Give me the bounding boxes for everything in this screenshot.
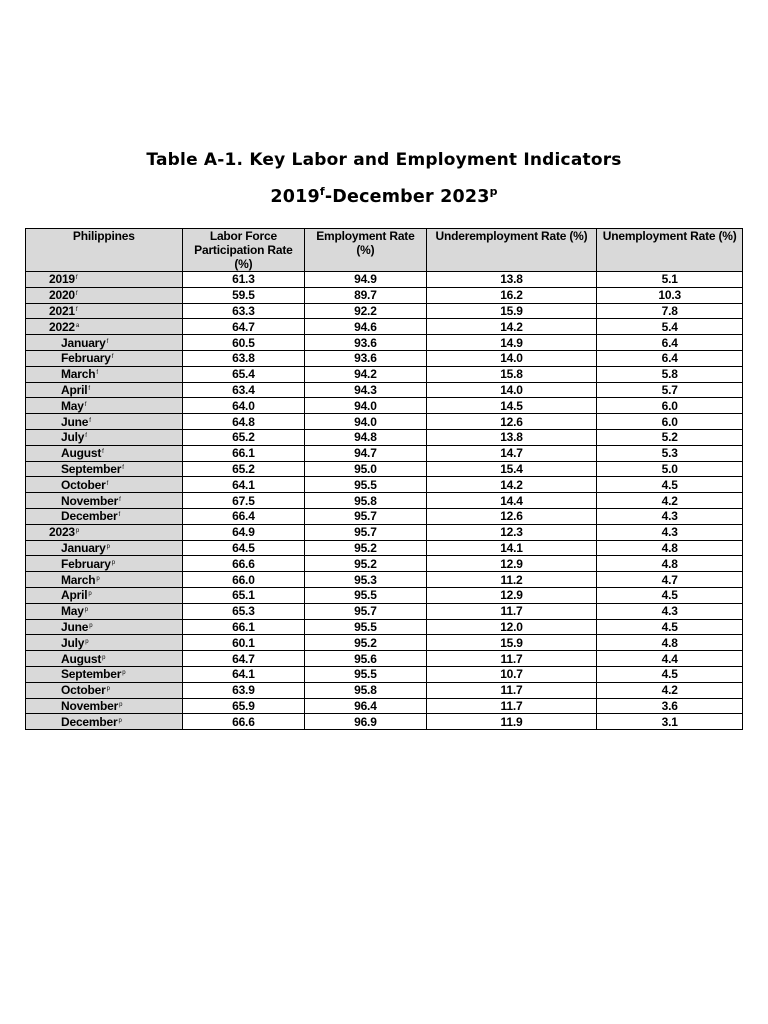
cell-lfpr: 64.5 <box>182 540 305 556</box>
row-label-text: January <box>61 540 106 555</box>
row-label-text: August <box>61 651 102 666</box>
cell-unemployment-rate: 5.8 <box>597 366 743 382</box>
cell-unemployment-rate: 3.1 <box>597 714 743 730</box>
row-label <box>26 635 183 651</box>
cell-lfpr: 63.8 <box>182 350 305 366</box>
cell-lfpr: 65.4 <box>182 366 305 382</box>
row-label-mark: f <box>111 354 114 361</box>
row-label-mark: a <box>75 322 80 329</box>
cell-employment-rate: 95.3 <box>305 572 427 588</box>
cell-lfpr: 67.5 <box>182 493 305 509</box>
row-label <box>26 493 183 509</box>
cell-lfpr: 65.2 <box>182 429 305 445</box>
cell-unemployment-rate: 4.3 <box>597 508 743 524</box>
cell-employment-rate: 95.5 <box>305 619 427 635</box>
table-row <box>26 587 743 603</box>
row-label-mark: p <box>119 701 123 708</box>
row-label <box>26 587 183 603</box>
table-subtitle <box>0 187 768 207</box>
table-row <box>26 445 743 461</box>
row-label-text: May <box>61 398 84 413</box>
header-philippines: Philippines <box>26 229 183 272</box>
cell-lfpr: 64.8 <box>182 414 305 430</box>
cell-unemployment-rate: 4.2 <box>597 493 743 509</box>
row-label <box>26 445 183 461</box>
cell-employment-rate: 95.0 <box>305 461 427 477</box>
row-label-mark: p <box>118 717 122 724</box>
row-label-mark: p <box>96 575 100 582</box>
cell-underemployment-rate: 15.8 <box>426 366 597 382</box>
cell-underemployment-rate: 15.9 <box>426 303 597 319</box>
row-label-mark: p <box>85 638 89 645</box>
cell-underemployment-rate: 14.1 <box>426 540 597 556</box>
cell-underemployment-rate: 12.6 <box>426 414 597 430</box>
table-row <box>26 477 743 493</box>
table-row <box>26 651 743 667</box>
cell-unemployment-rate: 6.0 <box>597 414 743 430</box>
table-row <box>26 350 743 366</box>
row-label <box>26 714 183 730</box>
cell-unemployment-rate: 4.5 <box>597 666 743 682</box>
row-label-text: July <box>61 430 85 445</box>
row-label-mark: f <box>89 417 91 424</box>
cell-underemployment-rate: 11.9 <box>426 714 597 730</box>
row-label <box>26 398 183 414</box>
row-label-text: January <box>61 335 106 350</box>
cell-lfpr: 64.1 <box>182 666 305 682</box>
row-label-mark: f <box>102 449 104 456</box>
row-label <box>26 350 183 366</box>
row-label-mark: p <box>106 543 110 550</box>
row-label <box>26 556 183 572</box>
row-label <box>26 540 183 556</box>
cell-unemployment-rate: 6.4 <box>597 350 743 366</box>
row-label-mark: p <box>122 670 126 677</box>
cell-unemployment-rate: 5.2 <box>597 429 743 445</box>
cell-employment-rate: 95.7 <box>305 508 427 524</box>
cell-lfpr: 64.7 <box>182 319 305 335</box>
row-label-mark: p <box>75 528 80 535</box>
cell-underemployment-rate: 16.2 <box>426 287 597 303</box>
cell-lfpr: 65.9 <box>182 698 305 714</box>
row-label <box>26 572 183 588</box>
cell-underemployment-rate: 12.9 <box>426 587 597 603</box>
cell-unemployment-rate: 5.3 <box>597 445 743 461</box>
cell-lfpr: 65.1 <box>182 587 305 603</box>
table-row <box>26 714 743 730</box>
cell-employment-rate: 95.6 <box>305 651 427 667</box>
cell-employment-rate: 94.3 <box>305 382 427 398</box>
cell-employment-rate: 95.2 <box>305 635 427 651</box>
cell-lfpr: 66.1 <box>182 445 305 461</box>
table-row <box>26 603 743 619</box>
cell-unemployment-rate: 10.3 <box>597 287 743 303</box>
cell-employment-rate: 95.5 <box>305 587 427 603</box>
table-row <box>26 682 743 698</box>
row-label-text: April <box>61 588 88 603</box>
cell-unemployment-rate: 7.8 <box>597 303 743 319</box>
cell-underemployment-rate: 14.0 <box>426 350 597 366</box>
row-label-text: November <box>61 493 119 508</box>
table-body <box>26 272 743 730</box>
cell-employment-rate: 95.8 <box>305 493 427 509</box>
cell-underemployment-rate: 11.7 <box>426 651 597 667</box>
row-label-text: February <box>61 351 111 366</box>
cell-underemployment-rate: 12.6 <box>426 508 597 524</box>
row-label-mark: p <box>102 654 106 661</box>
row-label-mark: f <box>75 291 78 298</box>
table-row <box>26 429 743 445</box>
table-row <box>26 335 743 351</box>
row-label-text: 2023 <box>49 525 75 540</box>
row-label-text: 2019 <box>49 272 75 287</box>
row-label-text: March <box>61 367 96 382</box>
table-title: Table A-1. Key Labor and Employment Indicators <box>146 150 622 170</box>
cell-employment-rate: 95.8 <box>305 682 427 698</box>
row-label-mark: p <box>88 591 92 598</box>
cell-employment-rate: 96.4 <box>305 698 427 714</box>
cell-unemployment-rate: 4.3 <box>597 524 743 540</box>
cell-employment-rate: 94.7 <box>305 445 427 461</box>
cell-underemployment-rate: 14.7 <box>426 445 597 461</box>
cell-underemployment-rate: 14.0 <box>426 382 597 398</box>
row-label <box>26 414 183 430</box>
table-row <box>26 382 743 398</box>
row-label <box>26 319 183 335</box>
table-row <box>26 414 743 430</box>
cell-employment-rate: 95.7 <box>305 603 427 619</box>
row-label-mark: f <box>88 385 90 392</box>
table-row <box>26 508 743 524</box>
row-label <box>26 508 183 524</box>
row-label <box>26 666 183 682</box>
row-label-text: 2022 <box>49 319 75 334</box>
row-label <box>26 272 183 288</box>
cell-employment-rate: 95.5 <box>305 477 427 493</box>
subtitle-end-text: -December 2023 <box>324 187 490 207</box>
subtitle-start-mark: f <box>319 185 325 198</box>
cell-unemployment-rate: 4.8 <box>597 540 743 556</box>
row-label-mark: f <box>75 306 78 313</box>
row-label <box>26 603 183 619</box>
cell-underemployment-rate: 14.9 <box>426 335 597 351</box>
row-label-text: 2021 <box>49 303 75 318</box>
cell-unemployment-rate: 5.0 <box>597 461 743 477</box>
cell-employment-rate: 94.2 <box>305 366 427 382</box>
table-row <box>26 461 743 477</box>
cell-employment-rate: 95.7 <box>305 524 427 540</box>
cell-employment-rate: 95.5 <box>305 666 427 682</box>
row-label-text: July <box>61 635 85 650</box>
cell-underemployment-rate: 13.8 <box>426 272 597 288</box>
row-label <box>26 366 183 382</box>
table-row <box>26 572 743 588</box>
cell-lfpr: 64.9 <box>182 524 305 540</box>
cell-unemployment-rate: 4.8 <box>597 635 743 651</box>
table-row <box>26 635 743 651</box>
cell-lfpr: 60.5 <box>182 335 305 351</box>
table-row <box>26 698 743 714</box>
cell-lfpr: 65.2 <box>182 461 305 477</box>
row-label-text: December <box>61 714 118 729</box>
row-label-text: June <box>61 619 89 634</box>
cell-unemployment-rate: 4.5 <box>597 477 743 493</box>
header-employment-rate: Employment Rate (%) <box>305 229 427 272</box>
row-label-text: April <box>61 382 88 397</box>
row-label <box>26 461 183 477</box>
table-row <box>26 524 743 540</box>
table-row <box>26 303 743 319</box>
cell-underemployment-rate: 11.7 <box>426 698 597 714</box>
cell-employment-rate: 93.6 <box>305 350 427 366</box>
row-label-mark: f <box>85 433 87 440</box>
row-label-text: September <box>61 667 122 682</box>
cell-underemployment-rate: 14.2 <box>426 319 597 335</box>
cell-unemployment-rate: 6.0 <box>597 398 743 414</box>
row-label <box>26 651 183 667</box>
row-label-text: March <box>61 572 96 587</box>
cell-unemployment-rate: 4.8 <box>597 556 743 572</box>
cell-lfpr: 61.3 <box>182 272 305 288</box>
subtitle-start-year: 2019 <box>270 187 320 207</box>
row-label <box>26 682 183 698</box>
table-row <box>26 366 743 382</box>
subtitle-end-mark: p <box>489 185 498 198</box>
cell-underemployment-rate: 11.7 <box>426 682 597 698</box>
header-underemployment-rate: Underemployment Rate (%) <box>426 229 597 272</box>
row-label-mark: f <box>122 464 124 471</box>
cell-underemployment-rate: 12.3 <box>426 524 597 540</box>
cell-unemployment-rate: 3.6 <box>597 698 743 714</box>
row-label-mark: f <box>96 370 98 377</box>
cell-employment-rate: 95.2 <box>305 540 427 556</box>
table-row <box>26 619 743 635</box>
cell-unemployment-rate: 4.5 <box>597 587 743 603</box>
cell-lfpr: 63.9 <box>182 682 305 698</box>
cell-lfpr: 66.4 <box>182 508 305 524</box>
cell-unemployment-rate: 4.5 <box>597 619 743 635</box>
row-label <box>26 524 183 540</box>
header-unemployment-rate: Unemployment Rate (%) <box>597 229 743 272</box>
row-label <box>26 382 183 398</box>
row-label-text: September <box>61 461 122 476</box>
cell-lfpr: 65.3 <box>182 603 305 619</box>
row-label-text: August <box>61 446 102 461</box>
cell-underemployment-rate: 11.7 <box>426 603 597 619</box>
row-label <box>26 429 183 445</box>
row-label-mark: p <box>89 622 93 629</box>
cell-employment-rate: 92.2 <box>305 303 427 319</box>
cell-lfpr: 64.1 <box>182 477 305 493</box>
cell-unemployment-rate: 4.4 <box>597 651 743 667</box>
row-label-text: October <box>61 683 106 698</box>
table-row <box>26 556 743 572</box>
cell-employment-rate: 94.9 <box>305 272 427 288</box>
cell-underemployment-rate: 11.2 <box>426 572 597 588</box>
cell-lfpr: 66.1 <box>182 619 305 635</box>
row-label-text: May <box>61 604 84 619</box>
cell-underemployment-rate: 13.8 <box>426 429 597 445</box>
row-label <box>26 698 183 714</box>
cell-employment-rate: 96.9 <box>305 714 427 730</box>
labor-indicators-table <box>25 228 743 730</box>
cell-employment-rate: 93.6 <box>305 335 427 351</box>
row-label-mark: f <box>118 512 120 519</box>
cell-unemployment-rate: 5.1 <box>597 272 743 288</box>
cell-underemployment-rate: 10.7 <box>426 666 597 682</box>
table-row <box>26 493 743 509</box>
cell-lfpr: 63.3 <box>182 303 305 319</box>
cell-underemployment-rate: 14.5 <box>426 398 597 414</box>
cell-lfpr: 66.6 <box>182 556 305 572</box>
cell-underemployment-rate: 15.4 <box>426 461 597 477</box>
cell-underemployment-rate: 12.0 <box>426 619 597 635</box>
row-label-mark: f <box>84 401 87 408</box>
cell-unemployment-rate: 5.7 <box>597 382 743 398</box>
row-label-text: October <box>61 477 106 492</box>
table-row <box>26 398 743 414</box>
cell-unemployment-rate: 5.4 <box>597 319 743 335</box>
cell-underemployment-rate: 15.9 <box>426 635 597 651</box>
cell-lfpr: 59.5 <box>182 287 305 303</box>
cell-underemployment-rate: 14.2 <box>426 477 597 493</box>
table-row <box>26 540 743 556</box>
row-label-text: June <box>61 414 89 429</box>
row-label-mark: f <box>106 480 109 487</box>
cell-lfpr: 66.6 <box>182 714 305 730</box>
cell-unemployment-rate: 4.7 <box>597 572 743 588</box>
row-label-mark: f <box>106 338 109 345</box>
cell-lfpr: 63.4 <box>182 382 305 398</box>
cell-employment-rate: 89.7 <box>305 287 427 303</box>
cell-unemployment-rate: 6.4 <box>597 335 743 351</box>
cell-lfpr: 64.7 <box>182 651 305 667</box>
table-row <box>26 666 743 682</box>
row-label-text: 2020 <box>49 288 75 303</box>
row-label-text: December <box>61 509 118 524</box>
cell-unemployment-rate: 4.3 <box>597 603 743 619</box>
row-label <box>26 619 183 635</box>
row-label <box>26 303 183 319</box>
table-header-row <box>26 229 743 272</box>
cell-lfpr: 60.1 <box>182 635 305 651</box>
cell-employment-rate: 94.6 <box>305 319 427 335</box>
cell-employment-rate: 94.0 <box>305 414 427 430</box>
table-row <box>26 287 743 303</box>
row-label-text: February <box>61 556 111 571</box>
table-row <box>26 272 743 288</box>
row-label <box>26 477 183 493</box>
row-label-mark: f <box>75 275 78 282</box>
cell-lfpr: 64.0 <box>182 398 305 414</box>
table-row <box>26 319 743 335</box>
cell-employment-rate: 95.2 <box>305 556 427 572</box>
row-label-mark: p <box>111 559 115 566</box>
cell-unemployment-rate: 4.2 <box>597 682 743 698</box>
row-label <box>26 335 183 351</box>
cell-underemployment-rate: 14.4 <box>426 493 597 509</box>
cell-underemployment-rate: 12.9 <box>426 556 597 572</box>
cell-employment-rate: 94.0 <box>305 398 427 414</box>
header-lfpr: Labor Force Participation Rate (%) <box>182 229 305 272</box>
row-label-mark: f <box>119 496 121 503</box>
row-label-mark: p <box>84 607 88 614</box>
cell-lfpr: 66.0 <box>182 572 305 588</box>
row-label <box>26 287 183 303</box>
row-label-text: November <box>61 698 119 713</box>
row-label-mark: p <box>106 686 110 693</box>
cell-employment-rate: 94.8 <box>305 429 427 445</box>
